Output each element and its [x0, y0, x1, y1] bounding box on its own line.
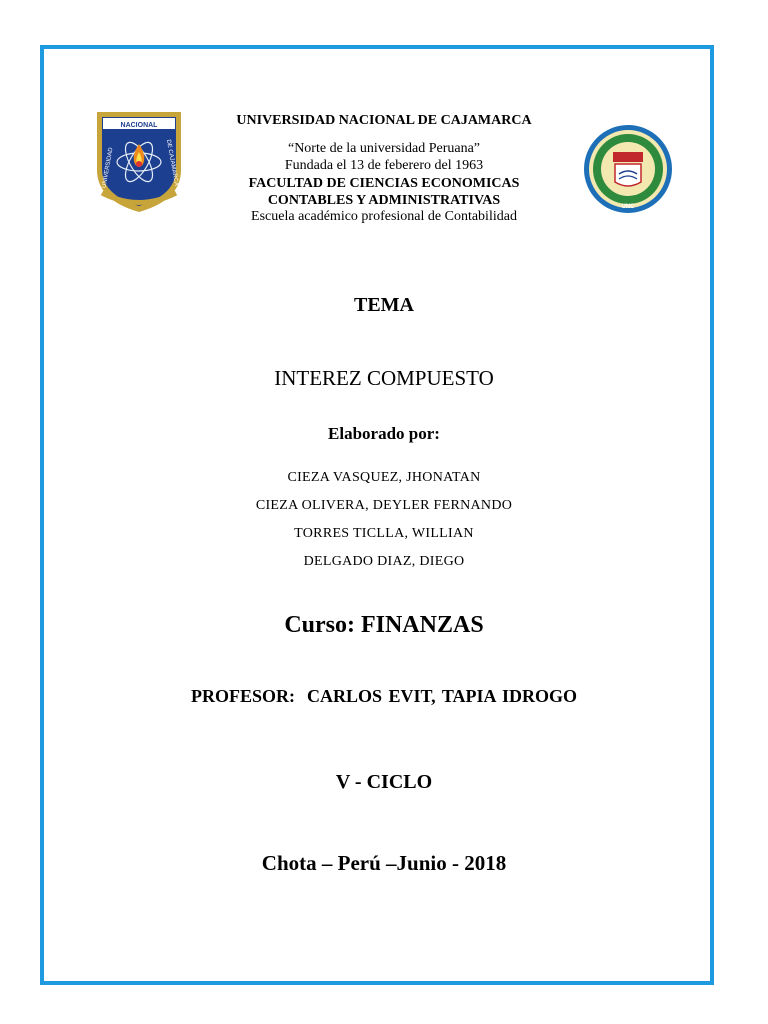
faculty-line-1: FACULTAD DE CIENCIAS ECONOMICAS: [248, 176, 520, 191]
university-motto: “Norte de la universidad Peruana”: [287, 141, 481, 156]
authored-by-label: Elaborado por:: [328, 424, 440, 443]
author-name: DELGADO DIAZ, DIEGO: [303, 554, 465, 569]
founding-date: Fundada el 13 de feberero del 1963: [284, 158, 484, 173]
faculty-name: [0, 175, 768, 209]
author-name: CIEZA VASQUEZ, JHONATAN: [287, 470, 481, 485]
school-name: Escuela académico profesional de Contabilidad: [251, 209, 517, 224]
place-and-date: Chota – Perú –Junio - 2018: [261, 851, 507, 875]
author-name: TORRES TICLLA, WILLIAN: [294, 526, 474, 541]
crest-text-left: UNIVERSIDAD: [101, 147, 115, 189]
topic-title: INTEREZ COMPUESTO: [274, 366, 494, 390]
university-name: UNIVERSIDAD NACIONAL DE CAJAMARCA: [236, 113, 532, 128]
topic-label: TEMA: [354, 294, 414, 316]
professor-line: [0, 686, 768, 707]
crest-text-top: NACIONAL: [120, 122, 158, 129]
academic-cycle: V - CICLO: [335, 771, 433, 793]
professor-label: PROFESOR:: [190, 686, 295, 706]
course-name: Curso: FINANZAS: [284, 612, 484, 638]
author-name: CIEZA OLIVERA, DEYLER FERNANDO: [255, 498, 513, 513]
seal-text-bottom: UNC: [621, 204, 635, 210]
faculty-line-2: CONTABLES Y ADMINISTRATIVAS: [267, 193, 501, 208]
crest-text-right: DE CAJAMARCA: [164, 139, 180, 187]
professor-name: CARLOS EVIT, TAPIA IDROGO: [306, 686, 578, 706]
